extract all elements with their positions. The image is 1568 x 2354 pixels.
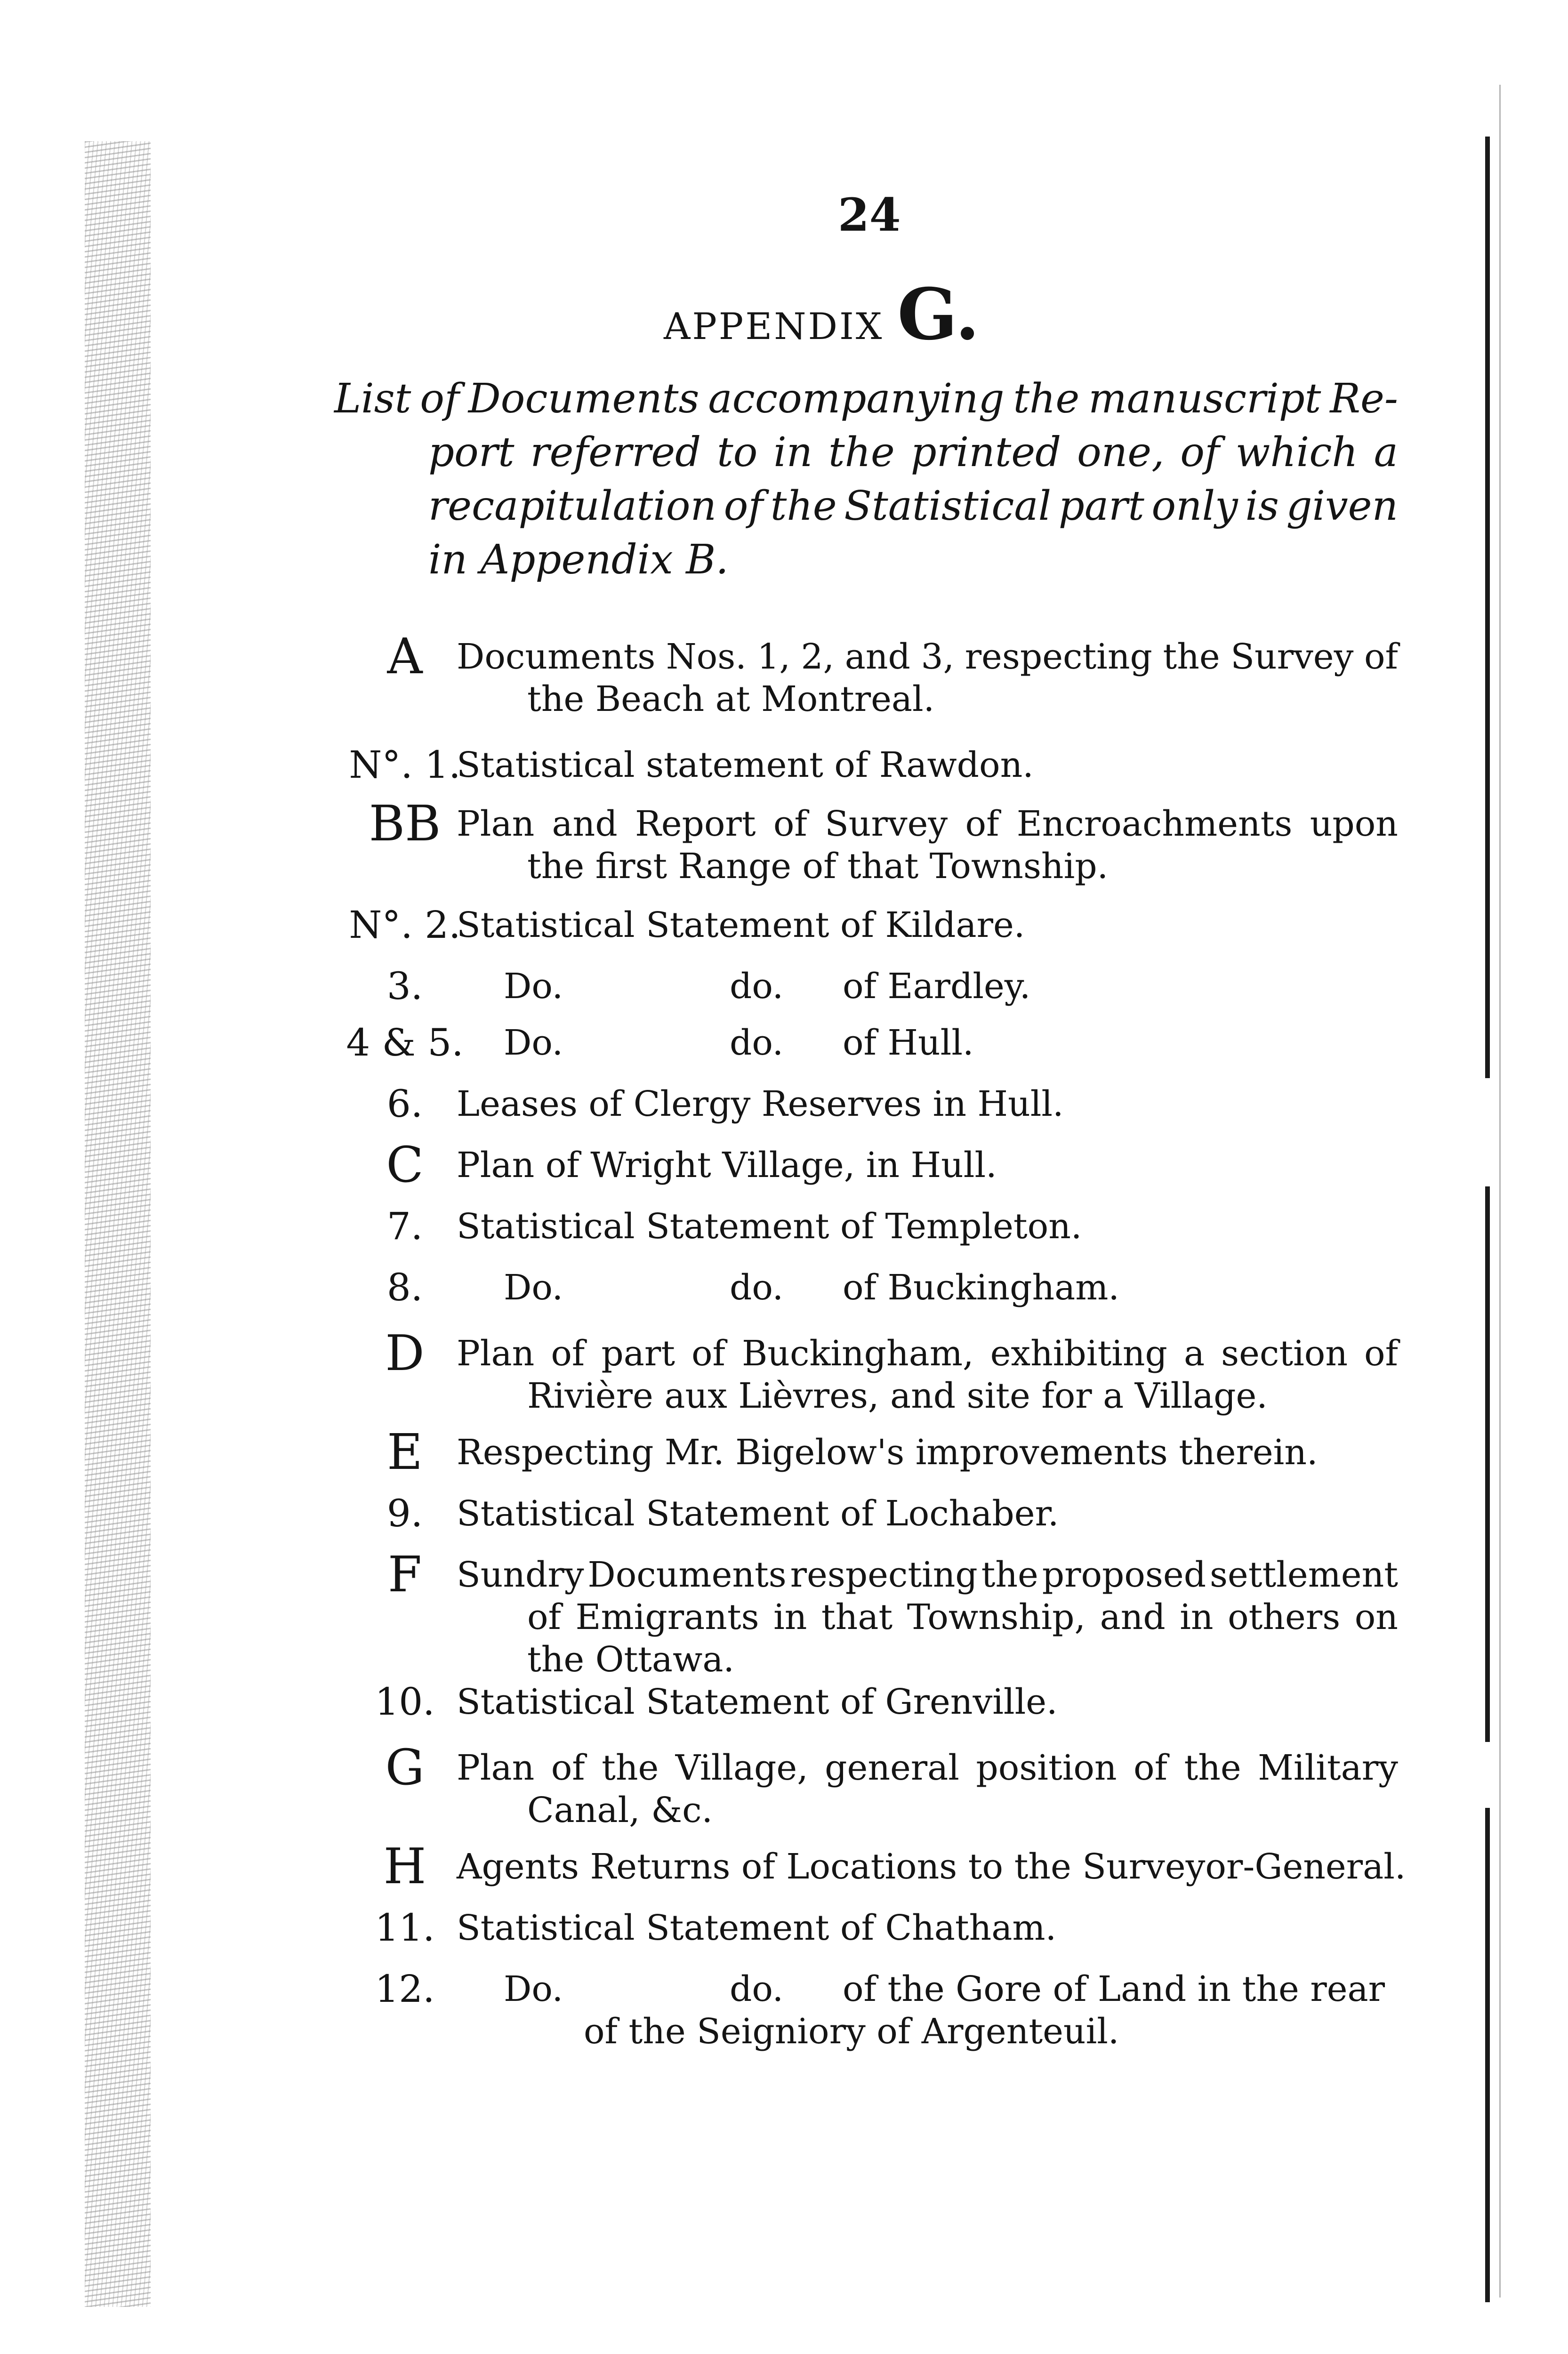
entry-text: [457, 904, 1398, 946]
intro-line-text: [428, 426, 1398, 479]
entry-word: section: [1221, 1333, 1348, 1374]
intro-word: Documents: [468, 375, 700, 422]
entry-word: Sundry: [457, 1555, 584, 1595]
intro-word: Re-: [1330, 375, 1398, 422]
entry-text: [457, 1907, 1398, 1949]
entry-line: Leases of Clergy Reserves in Hull.: [457, 1084, 1064, 1124]
entry-line: [457, 1596, 1398, 1638]
ditto-row: [457, 1968, 1398, 2010]
page-binding-edge: [85, 141, 151, 2307]
entry-key: E: [387, 1423, 423, 1481]
intro-word: is: [1245, 483, 1279, 530]
ditto-row: [457, 965, 1398, 1008]
intro-word: referred: [530, 429, 701, 476]
entry-key: 6.: [386, 1082, 423, 1126]
entry-line: Canal, &c.: [527, 1790, 713, 1830]
entry-text: [457, 1492, 1398, 1535]
edge-gap: [1483, 1742, 1493, 1808]
entry-line: the first Range of that Township.: [527, 846, 1109, 887]
entry-key: C: [386, 1136, 424, 1193]
intro-word: the: [1013, 375, 1080, 422]
entry-word: respecting: [790, 1555, 978, 1595]
ditto-cell: of Hull.: [843, 1023, 974, 1063]
intro-word: the: [828, 429, 895, 476]
ditto-row: [457, 1266, 1398, 1309]
entry-word: of: [551, 1333, 585, 1374]
entry-key: A: [387, 628, 423, 685]
entry-line: [457, 1332, 1398, 1375]
intro-word: in: [428, 536, 481, 583]
entry-word: on: [1354, 1597, 1398, 1637]
entry-word: upon: [1310, 804, 1398, 844]
entry-key: 7.: [386, 1204, 423, 1248]
entry-key: G: [385, 1739, 425, 1796]
intro-word: B.: [686, 536, 729, 583]
entry-word: Survey: [825, 804, 948, 844]
entry-text: [457, 1332, 1398, 1417]
entry-word: in: [773, 1597, 807, 1637]
entry-key: 3.: [386, 964, 423, 1008]
entry-line: Statistical Statement of Chatham.: [457, 1908, 1057, 1948]
entry-word: of: [965, 804, 999, 844]
intro-word: Appendix: [480, 536, 686, 583]
entry-word: of: [551, 1748, 585, 1788]
entry-word: Township,: [907, 1597, 1086, 1637]
ditto-cell: of the Gore of Land in the rear: [843, 1969, 1385, 2009]
intro-word: the: [770, 483, 837, 530]
entry-word: that: [821, 1597, 893, 1637]
entry-word: in: [1180, 1597, 1214, 1637]
intro-line: [334, 372, 1398, 426]
ditto-cell: of Buckingham.: [843, 1267, 1119, 1308]
entry-word: 2,: [801, 637, 835, 677]
intro-word: given: [1286, 483, 1398, 530]
intro-line: [334, 426, 1398, 479]
entry-word: part: [601, 1333, 675, 1374]
entry-word: Encroachments: [1016, 804, 1293, 844]
entry-text: [457, 1205, 1398, 1248]
intro-word: List: [334, 375, 411, 422]
entry-word: Survey: [1230, 637, 1354, 677]
edge-gap: [1483, 1078, 1493, 1186]
intro-line: [334, 533, 1398, 587]
entry-word: of: [1364, 1333, 1398, 1374]
ditto-cell: Do.: [504, 1023, 563, 1063]
ditto-cell: of Eardley.: [843, 966, 1031, 1007]
ditto-cell: do.: [730, 1267, 784, 1308]
entry-line: [457, 1747, 1398, 1789]
intro-word: part: [1058, 483, 1144, 530]
entry-word: the: [981, 1555, 1038, 1595]
entry-key: 10.: [375, 1680, 435, 1724]
entry-key: BB: [369, 795, 441, 852]
intro-word: of: [1180, 429, 1220, 476]
appendix-heading: [664, 273, 980, 356]
entry-line: Statistical Statement of Lochaber.: [457, 1493, 1059, 1534]
entry-line: [457, 1554, 1398, 1596]
intro-word: in: [773, 429, 813, 476]
entry-word: of: [1364, 637, 1398, 677]
entry-text: [457, 803, 1398, 887]
entry-text: [457, 1554, 1398, 1681]
intro-word: port: [428, 429, 515, 476]
entry-word: Report: [635, 804, 756, 844]
intro-paragraph: [334, 372, 1398, 587]
intro-word: accompanying: [708, 375, 1005, 422]
entry-line: Statistical Statement of Templeton.: [457, 1206, 1082, 1247]
intro-word: manuscript: [1088, 375, 1321, 422]
entry-line: the Ottawa.: [527, 1639, 734, 1680]
entry-word: a: [1183, 1333, 1205, 1374]
intro-word: to: [717, 429, 758, 476]
entry-text: [457, 965, 1398, 1008]
entry-word: Plan: [457, 804, 535, 844]
ditto-row: [457, 1022, 1398, 1064]
entry-text: [457, 1968, 1398, 2053]
ditto-cell: Do.: [504, 1267, 563, 1308]
intro-word: which: [1235, 429, 1358, 476]
entry-word: and: [552, 804, 618, 844]
entry-text: [457, 1022, 1398, 1064]
intro-word: only: [1151, 483, 1238, 530]
entry-line: Statistical Statement of Grenville.: [457, 1682, 1058, 1722]
entry-line: Agents Returns of Locations to the Surveyor-General.: [457, 1846, 1406, 1887]
entry-word: Village,: [675, 1748, 808, 1788]
page-right-edge: [1485, 137, 1490, 2302]
entry-text: [457, 1747, 1398, 1831]
entry-text: [457, 744, 1398, 786]
entry-word: of: [527, 1597, 561, 1637]
entry-key: N°. 2.: [349, 903, 461, 947]
entry-key: 12.: [375, 1967, 435, 2011]
ditto-cell: do.: [730, 966, 784, 1007]
entry-word: position: [976, 1748, 1117, 1788]
intro-word: of: [420, 375, 459, 422]
entry-word: settlement: [1209, 1555, 1398, 1595]
intro-word: a: [1374, 429, 1398, 476]
intro-word: of: [724, 483, 764, 530]
intro-line-text: [428, 536, 729, 583]
entry-word: and: [844, 637, 910, 677]
entry-line: of the Seigniory of Argenteuil.: [584, 2011, 1119, 2052]
entry-line: Statistical statement of Rawdon.: [457, 745, 1034, 785]
entry-text: [457, 1083, 1398, 1125]
appendix-word: APPENDIX: [664, 306, 884, 348]
entry-word: Plan: [457, 1333, 535, 1374]
entry-key: D: [385, 1324, 425, 1382]
entry-key: 4 & 5.: [346, 1021, 464, 1064]
intro-word: printed: [910, 429, 1061, 476]
entry-key: N°. 1.: [349, 743, 461, 787]
entry-word: Nos.: [666, 637, 747, 677]
entry-key: H: [383, 1838, 426, 1895]
entry-word: general: [825, 1748, 959, 1788]
entry-text: [457, 1144, 1398, 1186]
entry-word: proposed: [1042, 1555, 1206, 1595]
entry-word: and: [1100, 1597, 1166, 1637]
intro-line: [334, 479, 1398, 533]
entry-key: 11.: [375, 1906, 435, 1950]
entry-word: of: [773, 804, 807, 844]
entry-line: Plan of Wright Village, in Hull.: [457, 1145, 997, 1185]
intro-word: recapitulation: [428, 483, 716, 530]
page-number: 24: [838, 188, 901, 242]
entry-word: of: [1134, 1748, 1167, 1788]
entry-text: [457, 1681, 1398, 1723]
entry-word: 1,: [757, 637, 790, 677]
entry-text: [457, 1431, 1398, 1474]
entry-word: Plan: [457, 1748, 535, 1788]
entry-key: 8.: [386, 1266, 423, 1309]
entry-line: Respecting Mr. Bigelow's improvements therein.: [457, 1432, 1318, 1473]
ditto-cell: Do.: [504, 1969, 563, 2009]
entry-key: F: [387, 1546, 422, 1603]
entry-text: [457, 1266, 1398, 1309]
entry-text: [457, 636, 1398, 720]
entry-word: respecting: [965, 637, 1152, 677]
entry-word: Documents: [587, 1555, 787, 1595]
entry-word: Emigrants: [575, 1597, 759, 1637]
entry-line: the Beach at Montreal.: [527, 679, 935, 719]
page-right-edge-shadow: [1499, 85, 1501, 2298]
intro-line-text: [428, 479, 1398, 533]
entry-word: the: [1184, 1748, 1241, 1788]
entry-line: [457, 803, 1398, 845]
entry-word: the: [602, 1748, 659, 1788]
entry-word: of: [692, 1333, 725, 1374]
ditto-cell: do.: [730, 1969, 784, 2009]
entry-word: Documents: [457, 637, 656, 677]
entry-line: Rivière aux Lièvres, and site for a Village.: [527, 1376, 1268, 1416]
intro-word: one,: [1077, 429, 1165, 476]
ditto-cell: Do.: [504, 966, 563, 1007]
entry-line: [457, 636, 1398, 678]
entry-text: [457, 1846, 1406, 1888]
appendix-letter: G.: [897, 273, 980, 356]
ditto-cell: do.: [730, 1023, 784, 1063]
intro-line-text: [334, 372, 1398, 426]
intro-word: Statistical: [844, 483, 1052, 530]
entry-word: Military: [1258, 1748, 1398, 1788]
entry-word: 3,: [921, 637, 955, 677]
entry-word: exhibiting: [990, 1333, 1167, 1374]
entry-key: 9.: [386, 1491, 423, 1535]
entry-word: Buckingham,: [742, 1333, 974, 1374]
entry-line: Statistical Statement of Kildare.: [457, 905, 1025, 945]
entry-word: the: [1163, 637, 1220, 677]
entry-word: others: [1228, 1597, 1341, 1637]
